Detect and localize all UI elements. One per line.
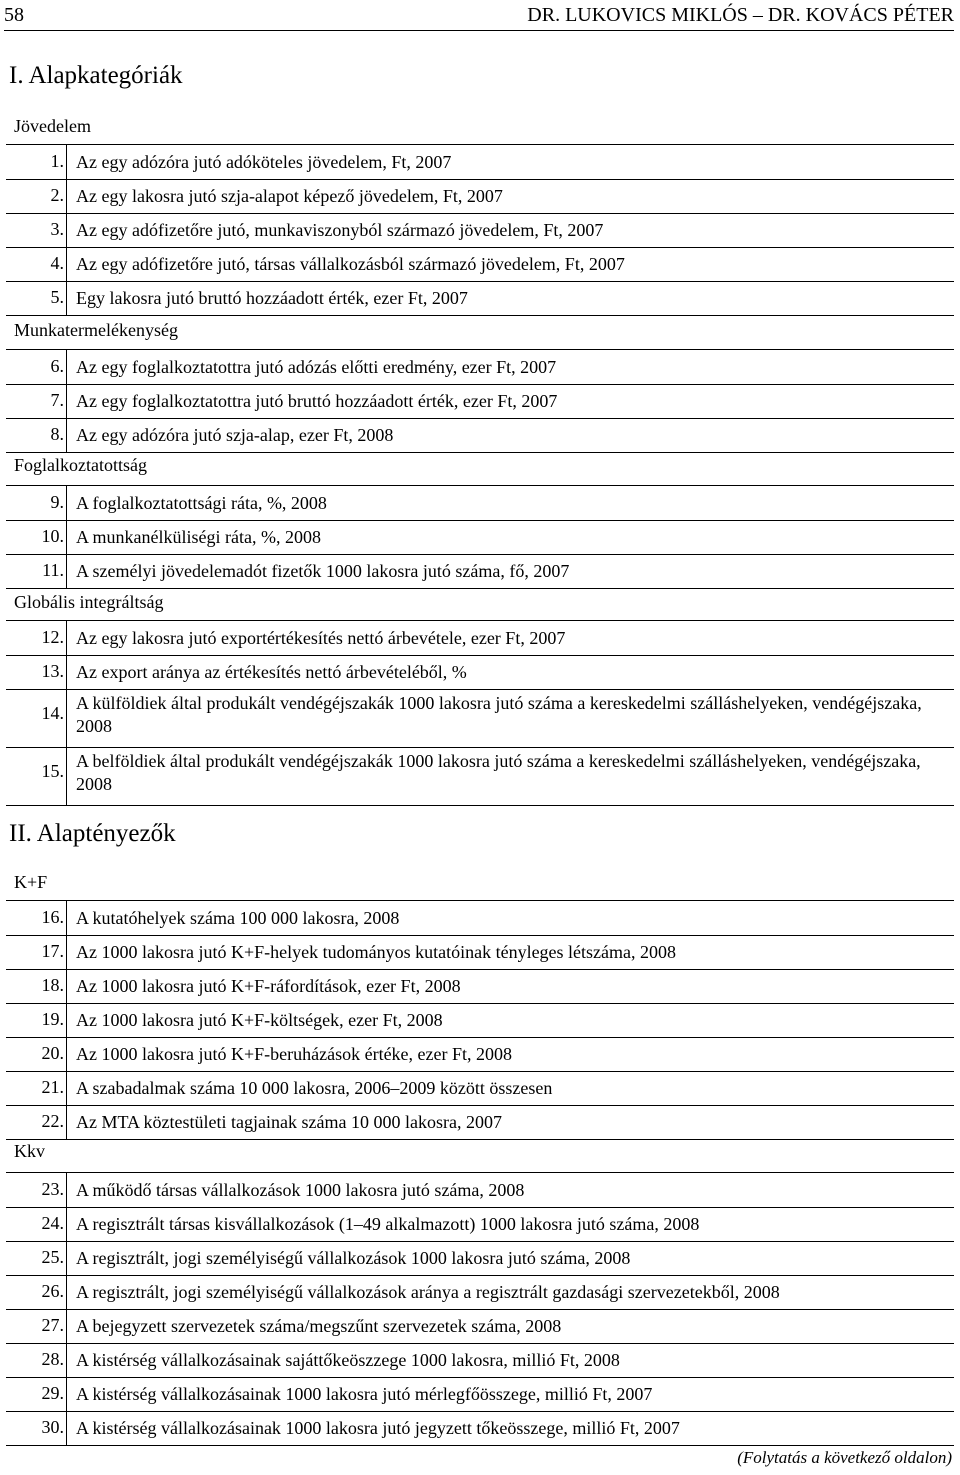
column-divider — [66, 1241, 67, 1275]
indicator-number: 29. — [41, 1383, 64, 1403]
column-divider — [66, 689, 67, 747]
indicator-number: 21. — [41, 1077, 64, 1097]
column-divider — [66, 520, 67, 554]
indicator-row — [6, 935, 954, 970]
indicator-number: 27. — [41, 1315, 64, 1335]
running-head-authors: DR. LUKOVICS MIKLÓS – DR. KOVÁCS PÉTER — [527, 4, 954, 26]
indicator-row — [6, 1275, 954, 1310]
indicator-row — [6, 1377, 954, 1412]
indicator-number: 19. — [41, 1009, 64, 1029]
indicator-row — [6, 213, 954, 248]
indicator-row — [6, 281, 954, 316]
column-divider — [66, 1105, 67, 1139]
indicator-row — [6, 486, 954, 521]
indicator-text: Az MTA köztestületi tagjainak száma 10 000 lakosra, 2007 — [76, 1112, 502, 1132]
indicator-text: A külföldiek által produkált vendégéjszakák 1000 lakosra jutó száma a kereskedelmi szálláshelyeken, vendégéjszaka, 2008 — [76, 693, 922, 736]
indicator-text: A kutatóhelyek száma 100 000 lakosra, 2008 — [76, 908, 400, 928]
column-divider — [66, 350, 67, 384]
indicator-number: 20. — [41, 1043, 64, 1063]
indicator-number: 15. — [41, 761, 64, 781]
indicator-number: 11. — [42, 560, 64, 580]
indicator-number: 4. — [50, 253, 64, 273]
column-divider — [66, 621, 67, 655]
indicator-row — [6, 145, 954, 180]
indicator-number: 6. — [50, 356, 64, 376]
indicator-row — [6, 655, 954, 690]
column-divider — [66, 1003, 67, 1037]
column-divider — [66, 247, 67, 281]
column-divider — [66, 145, 67, 179]
indicator-number: 10. — [41, 526, 64, 546]
column-divider — [66, 1343, 67, 1377]
column-divider — [66, 935, 67, 969]
indicator-row — [6, 1241, 954, 1276]
indicator-number: 7. — [50, 390, 64, 410]
indicator-text: A munkanélküliségi ráta, %, 2008 — [76, 527, 321, 547]
indicator-text: Az 1000 lakosra jutó K+F-beruházások értéke, ezer Ft, 2008 — [76, 1044, 513, 1064]
indicator-number: 3. — [50, 219, 64, 239]
indicator-number: 28. — [41, 1349, 64, 1369]
indicator-row — [6, 384, 954, 419]
column-divider — [66, 179, 67, 213]
column-divider — [66, 281, 67, 315]
category-heading: Foglalkoztatottság — [14, 455, 147, 475]
indicator-row — [6, 969, 954, 1004]
column-divider — [66, 655, 67, 689]
indicator-number: 8. — [50, 424, 64, 444]
indicator-row — [6, 689, 954, 748]
indicator-text: A kistérség vállalkozásainak 1000 lakosra jutó jegyzett tőkeösszege, millió Ft, 2007 — [76, 1418, 680, 1438]
indicator-text: Az 1000 lakosra jutó K+F-ráfordítások, ezer Ft, 2008 — [76, 976, 461, 996]
page-header — [4, 0, 954, 31]
indicator-text: Az egy adófizetőre jutó, munkaviszonyból származó jövedelem, Ft, 2007 — [76, 220, 604, 240]
column-divider — [66, 1411, 67, 1445]
indicator-text: A regisztrált, jogi személyiségű vállalkozások 1000 lakosra jutó száma, 2008 — [76, 1248, 631, 1268]
indicator-text: Az egy adófizetőre jutó, társas vállalkozásból származó jövedelem, Ft, 2007 — [76, 254, 625, 274]
indicator-text: A bejegyzett szervezetek száma/megszűnt szervezetek száma, 2008 — [76, 1316, 562, 1336]
indicator-number: 22. — [41, 1111, 64, 1131]
indicator-number: 1. — [50, 151, 64, 171]
indicator-number: 13. — [41, 661, 64, 681]
indicator-number: 2. — [50, 185, 64, 205]
column-divider — [66, 1275, 67, 1309]
column-divider — [66, 1173, 67, 1207]
section-title-alaptenyezok: II. Alaptényezők — [9, 820, 176, 847]
indicator-text: A foglalkoztatottsági ráta, %, 2008 — [76, 493, 327, 513]
column-divider — [66, 384, 67, 418]
column-divider — [66, 747, 67, 805]
indicator-row — [6, 350, 954, 385]
indicator-number: 26. — [41, 1281, 64, 1301]
category-heading: Globális integráltság — [14, 592, 164, 612]
category-heading: K+F — [14, 872, 48, 892]
indicator-text: Az egy lakosra jutó szja-alapot képező jövedelem, Ft, 2007 — [76, 186, 503, 206]
indicator-row — [6, 1207, 954, 1242]
indicator-text: Az egy adózóra jutó szja-alap, ezer Ft, 2008 — [76, 425, 394, 445]
indicator-row — [6, 1411, 954, 1446]
indicator-text: Az egy lakosra jutó exportértékesítés nettó árbevétele, ezer Ft, 2007 — [76, 628, 566, 648]
column-divider — [66, 1037, 67, 1071]
indicator-text: A szabadalmak száma 10 000 lakosra, 2006–2009 között összesen — [76, 1078, 553, 1098]
indicator-text: A regisztrált társas kisvállalkozások (1–49 alkalmazott) 1000 lakosra jutó száma, 2008 — [76, 1214, 700, 1234]
column-divider — [66, 1377, 67, 1411]
indicator-number: 17. — [41, 941, 64, 961]
indicator-row — [6, 1343, 954, 1378]
indicator-row — [6, 520, 954, 555]
indicator-text: A személyi jövedelemadót fizetők 1000 lakosra jutó száma, fő, 2007 — [76, 561, 570, 581]
column-divider — [66, 486, 67, 520]
indicator-text: A működő társas vállalkozások 1000 lakosra jutó száma, 2008 — [76, 1180, 525, 1200]
indicator-text: Az 1000 lakosra jutó K+F-költségek, ezer Ft, 2008 — [76, 1010, 443, 1030]
indicator-number: 18. — [41, 975, 64, 995]
indicator-number: 30. — [41, 1417, 64, 1437]
page-number: 58 — [4, 4, 24, 26]
section-title-alapkategoriak: I. Alapkategóriák — [9, 62, 183, 89]
indicator-row — [6, 418, 954, 453]
indicator-text: Az egy foglalkoztatottra jutó bruttó hozzáadott érték, ezer Ft, 2007 — [76, 391, 558, 411]
column-divider — [66, 901, 67, 935]
indicator-text: A kistérség vállalkozásainak 1000 lakosra jutó mérlegfőösszege, millió Ft, 2007 — [76, 1384, 653, 1404]
indicator-number: 24. — [41, 1213, 64, 1233]
indicator-text: A kistérség vállalkozásainak sajáttőkeöszzege 1000 lakosra, millió Ft, 2008 — [76, 1350, 620, 1370]
column-divider — [66, 1309, 67, 1343]
indicator-row — [6, 1309, 954, 1344]
column-divider — [66, 554, 67, 588]
indicator-row — [6, 1037, 954, 1072]
category-heading: Munkatermelékenység — [14, 320, 178, 340]
category-heading: Kkv — [14, 1141, 45, 1161]
indicator-row — [6, 621, 954, 656]
indicator-text: A belföldiek által produkált vendégéjszakák 1000 lakosra jutó száma a kereskedelmi szálláshelyeken, vendégéjszaka, 2008 — [76, 751, 921, 794]
column-divider — [66, 213, 67, 247]
indicator-row — [6, 1003, 954, 1038]
indicator-row — [6, 747, 954, 806]
indicator-number: 9. — [50, 492, 64, 512]
column-divider — [66, 969, 67, 1003]
indicator-row — [6, 179, 954, 214]
indicator-row — [6, 901, 954, 936]
indicator-number: 12. — [41, 627, 64, 647]
column-divider — [66, 418, 67, 452]
indicator-text: Az 1000 lakosra jutó K+F-helyek tudományos kutatóinak tényleges létszáma, 2008 — [76, 942, 677, 962]
indicator-number: 25. — [41, 1247, 64, 1267]
indicator-number: 16. — [41, 907, 64, 927]
column-divider — [66, 1207, 67, 1241]
indicator-row — [6, 1173, 954, 1208]
indicator-text: A regisztrált, jogi személyiségű vállalkozások aránya a regisztrált gazdasági szervezetekből, 2008 — [76, 1282, 780, 1302]
continued-note: (Folytatás a következő oldalon) — [737, 1448, 952, 1467]
indicator-row — [6, 247, 954, 282]
indicator-text: Az egy adózóra jutó adóköteles jövedelem, Ft, 2007 — [76, 152, 452, 172]
column-divider — [66, 1071, 67, 1105]
indicator-text: Az export aránya az értékesítés nettó árbevételéből, % — [76, 662, 467, 682]
category-heading: Jövedelem — [14, 116, 91, 136]
indicator-text: Egy lakosra jutó bruttó hozzáadott érték, ezer Ft, 2007 — [76, 288, 468, 308]
indicator-number: 23. — [41, 1179, 64, 1199]
indicator-row — [6, 1071, 954, 1106]
indicator-row — [6, 554, 954, 589]
indicator-number: 5. — [50, 287, 64, 307]
indicator-text: Az egy foglalkoztatottra jutó adózás előtti eredmény, ezer Ft, 2007 — [76, 357, 557, 377]
indicator-row — [6, 1105, 954, 1140]
indicator-number: 14. — [41, 703, 64, 723]
